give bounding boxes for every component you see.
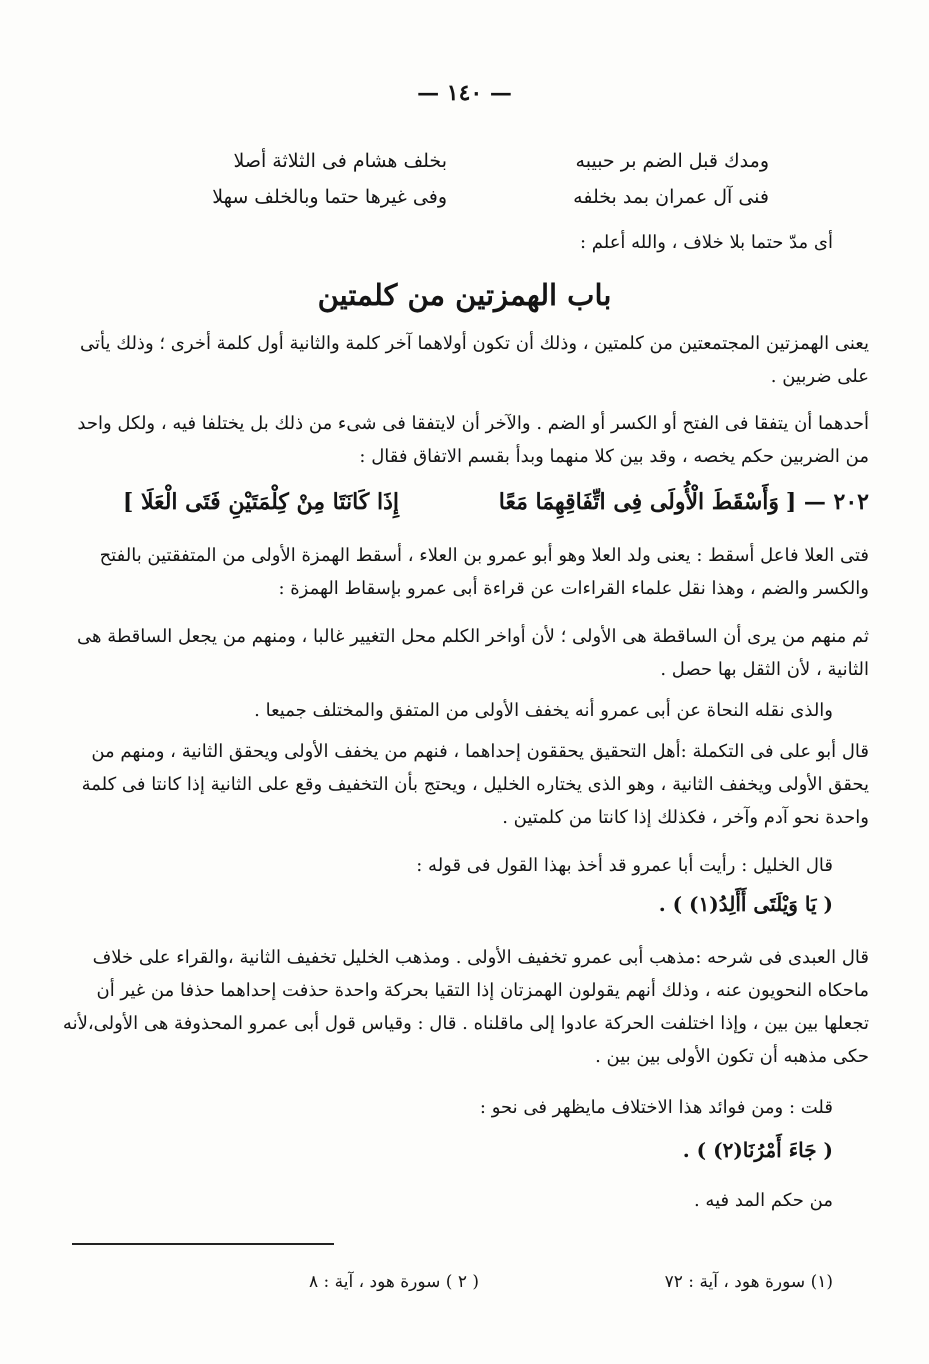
footnote-divider bbox=[72, 1243, 334, 1245]
quran-quote-1: ( يَا وَيْلَتَى أَأَلِدُ(١) ) . bbox=[658, 892, 833, 916]
verse-hemistich-first: ومدك قبل الضم بر حبيبه bbox=[575, 150, 769, 172]
verse-hemistich-second: وفى غيرها حتما وبالخلف سهلا bbox=[212, 186, 447, 208]
verse-hemistich-second: بخلف هشام فى الثلاثة أصلا bbox=[233, 150, 447, 172]
poem-hemistich-second: إِذَا كَانَتَا مِنْ كِلْمَتَيْنِ فَتَى الْعَلَا ] bbox=[122, 489, 399, 515]
footnote-1: (١) سورة هود ، آية : ٧٢ bbox=[664, 1272, 833, 1292]
page-number: — ١٤٠ — bbox=[417, 80, 512, 106]
quran-quote-2: ( جَاءَ أَمْرُنَا(٢) ) . bbox=[682, 1138, 833, 1162]
poem-number: ٢٠٢ — [ bbox=[785, 489, 869, 515]
paragraph-3: فتى العلا فاعل أسقط : يعنى ولد العلا وهو أبو عمرو بن العلاء ، أسقط الهمزة الأولى من المتفقتين بالفتح والكسر والضم ، وهذا نقل علماء القراءات عن قراءة أبى عمرو بإسقاط الهمزة : bbox=[99, 545, 869, 599]
paragraph-2: أحدهما أن يتفقا فى الفتح أو الكسر أو الضم . والآخر أن لايتفقا فى شىء من ذلك بل يختلفا فيه ، ولكل واحد من الضربين حكم يخصه ، وقد بين كلا منهما وبدأ بقسم الاتفاق فقال : bbox=[77, 413, 869, 467]
verse-note: أى مدّ حتما بلا خلاف ، والله أعلم : bbox=[579, 232, 833, 253]
paragraph-1: يعنى الهمزتين المجتمعتين من كلمتين ، وذلك أن تكون أولاهما آخر كلمة والثانية أول كلمة أخرى ؛ وذلك يأتى على ضربين . bbox=[80, 333, 869, 387]
paragraph-7: قال الخليل : رأيت أبا عمرو قد أخذ بهذا القول فى قوله : bbox=[416, 855, 833, 876]
section-title: باب الهمزتين من كلمتين bbox=[317, 278, 612, 312]
opening-verse-1 bbox=[60, 150, 769, 178]
verse-hemistich-first: فنى آل عمران بمد بخلفه bbox=[573, 186, 769, 208]
paragraph-6: قال أبو على فى التكملة :أهل التحقيق يحققون إحداهما ، فنهم من يخفف الأولى ويحقق الثانية ، ومنهم من يحقق الأولى ويخفف الثانية ، وهو الذى يختاره الخليل ، ويحتج بأن التخفيف وقع على الثانية إذا كانتا فى كلمة واحدة نحو آدم وآخر ، فكذلك إذا كانتا من كلمتين . bbox=[81, 741, 869, 828]
paragraph-9: قلت : ومن فوائد هذا الاختلاف مايظهر فى نحو : bbox=[479, 1097, 833, 1118]
poem-hemistich-first: وَأَسْقَطَ الْأُولَى فِى اتِّفَاقِهِمَا مَعًا bbox=[498, 489, 779, 515]
paragraph-8: قال العبدى فى شرحه :مذهب أبى عمرو تخفيف الأولى . ومذهب الخليل تخفيف الثانية ،والقراء على خلاف ماحكاه النحويون عنه ، وذلك أنهم يقولون الهمزتان إذا التقيا بحركة واحدة حذفت إحداهما حذفا من غير أن تجعلها بين بين ، وإذا اختلفت الحركة عادوا إلى ماقلناه . قال : وقياس قول أبى عمرو المحذوفة هى الأولى،لأنه حكى مذهبه أن تكون الأولى بين بين . bbox=[62, 947, 869, 1067]
paragraph-5: والذى نقله النحاة عن أبى عمرو أنه يخفف الأولى من المتفق والمختلف جميعا . bbox=[254, 700, 833, 721]
footnote-2: ( ٢ ) سورة هود ، آية : ٨ bbox=[308, 1272, 479, 1292]
opening-verse-2 bbox=[60, 186, 769, 214]
paragraph-4: ثم منهم من يرى أن الساقطة هى الأولى ؛ لأن أواخر الكلم محل التغيير غالبا ، ومنهم من يجعل الساقطة هى الثانية ، لأن الثقل بها حصل . bbox=[77, 626, 869, 680]
paragraph-10: من حكم المد فيه . bbox=[693, 1190, 833, 1211]
